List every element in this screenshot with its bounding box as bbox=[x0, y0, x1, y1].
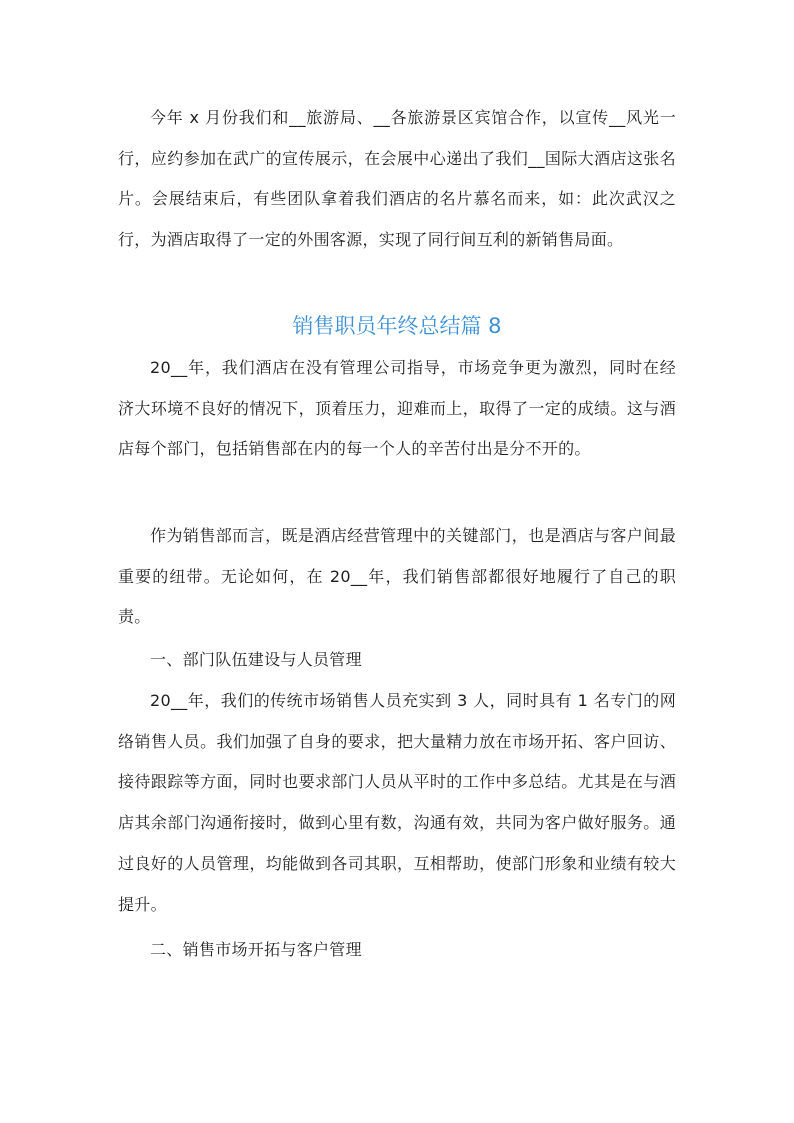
paragraph-sales-role: 作为销售部而言，既是酒店经营管理中的关键部门，也是酒店与客户间最重要的纽带。无论如何，在 20__年，我们销售部都很好地履行了自己的职责。 bbox=[118, 526, 676, 627]
paragraph-annual-overview: 20__年，我们酒店在没有管理公司指导，市场竞争更为激烈，同时在经济大环境不良好的情况下，顶着压力，迎难而上，取得了一定的成绩。这与酒店每个部门，包括销售部在内的每一个人的辛苦付出是分不开的。 bbox=[118, 358, 676, 459]
paragraph-wuhan-promotion: 今年 x 月份我们和__旅游局、__各旅游景区宾馆合作，以宣传__风光一行，应约参加在武广的宣传展示，在会展中心递出了我们__国际大酒店这张名片。会展结束后，有些团队拿着我们酒店的名片慕名而来，如：此次武汉之行，为酒店取得了一定的外围客源，实现了同行间互利的新销售局面。 bbox=[118, 108, 676, 250]
subheading-team-building: 一、部门队伍建设与人员管理 bbox=[150, 650, 362, 669]
subheading-market-development: 二、销售市场开拓与客户管理 bbox=[150, 940, 362, 959]
section-heading: 销售职员年终总结篇 8 bbox=[292, 314, 502, 338]
paragraph-staff-management: 20__年，我们的传统市场销售人员充实到 3 人，同时具有 1 名专门的网络销售人员。我们加强了自身的要求，把大量精力放在市场开拓、客户回访、接待跟踪等方面，同时也要求部门人员从平时的工作中多总结。尤其是在与酒店其余部门沟通衔接时，做到心里有数，沟通有效，共同为客户做好服务。通过良好的人员管理，均能做到各司其职，互相帮助，使部门形象和业绩有较大提升。 bbox=[118, 691, 676, 914]
